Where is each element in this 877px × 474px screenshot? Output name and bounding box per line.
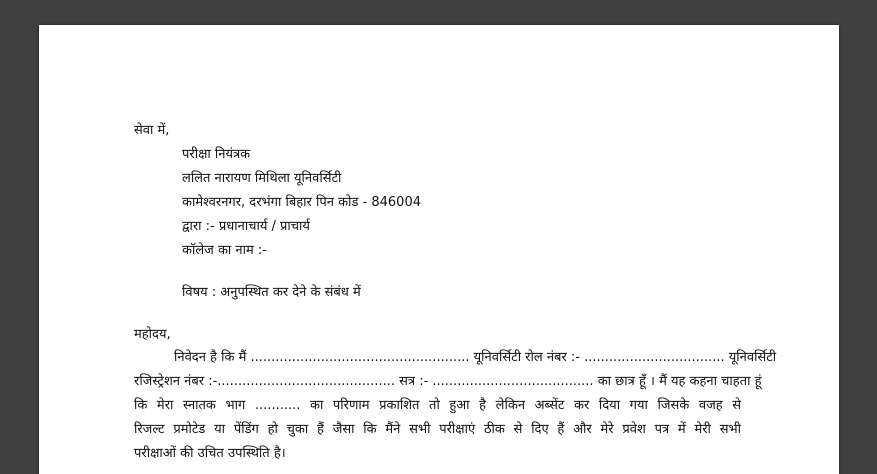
salutation: सेवा में,: [134, 123, 170, 138]
body-line: रजिस्ट्रेशन नंबर :-........................................... सत्र :- ....................................... का छात्र हूँ । मैं यह कहना चाहता हूं: [134, 374, 762, 389]
body-line: रिजल्ट प्रमोटेड या पेंडिंग हो चुका हैं जैसा कि मैंने सभी परीक्षाएं ठीक से दिए हैं और मेरे प्रवेश पत्र में मेरी सभी: [134, 422, 741, 437]
body-line: परीक्षाओं की उचित उपस्थिति है।: [134, 446, 286, 461]
recipient-line: द्वारा :- प्रधानाचार्य / प्राचार्य: [182, 219, 310, 234]
body-line: कि मेरा स्नातक भाग ........... का परिणाम प्रकाशित तो हुआ है लेकिन अब्सेंट कर दिया गया जिसके वजह से: [134, 398, 741, 413]
recipient-line: ललित नारायण मिथिला यूनिवर्सिटी: [182, 171, 342, 186]
greeting: महोदय,: [134, 327, 171, 342]
recipient-line: कॉलेज का नाम :-: [182, 243, 267, 258]
recipient-line: कामेश्वरनगर, दरभंगा बिहार पिन कोड - 846004: [182, 195, 421, 210]
document-page: [39, 25, 839, 474]
body-line: निवेदन है कि मैं ..................................................... यूनिवर्सिटी रोल नंबर :- .................................. यूनिवर्सिटी: [174, 350, 777, 365]
subject-line: विषय : अनुपस्थित कर देने के संबंध में: [182, 285, 361, 300]
recipient-line: परीक्षा नियंत्रक: [182, 147, 251, 162]
